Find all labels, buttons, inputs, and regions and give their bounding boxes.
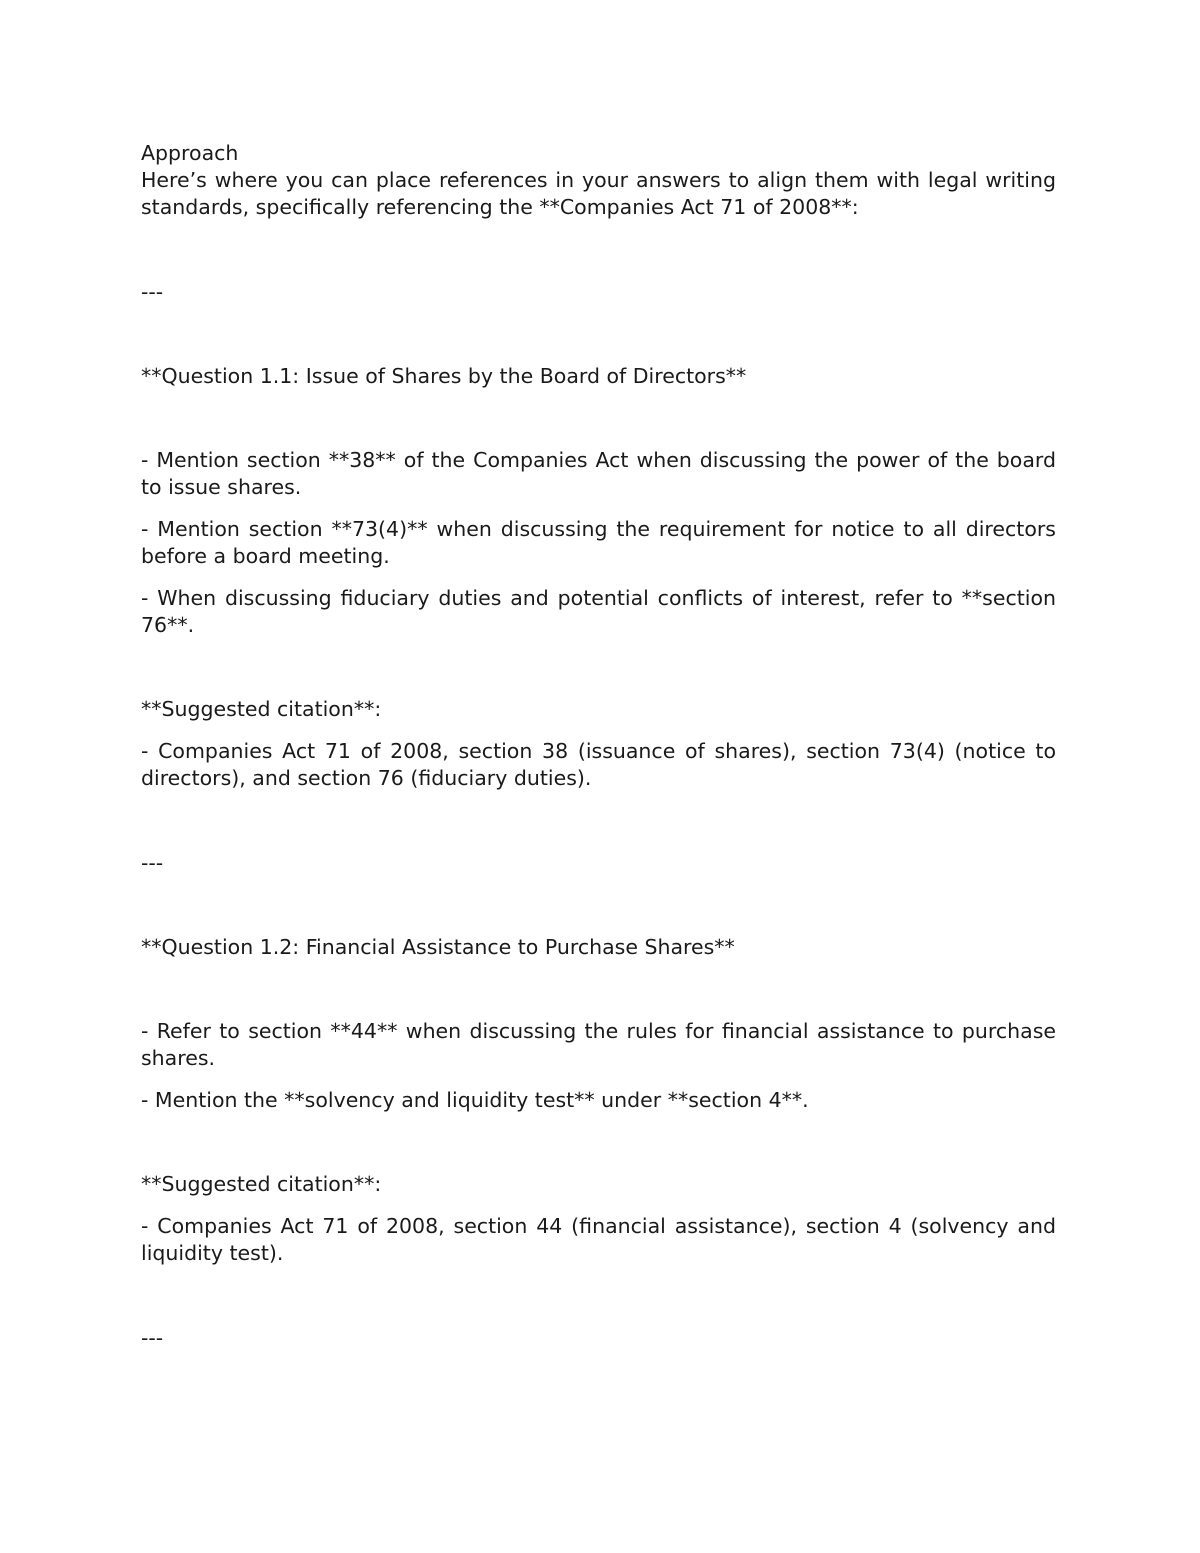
q2-citation-label: **Suggested citation**: xyxy=(141,1172,382,1196)
q1-citation: - Companies Act 71 of 2008, section 38 (issuance of shares), section 73(4) (notice to directors), and section 76 (fiduciary duties). xyxy=(141,739,1056,790)
document-body xyxy=(141,140,1056,1352)
q1-point-3: - When discussing fiduciary duties and potential conflicts of interest, refer to **section 76**. xyxy=(141,586,1056,637)
question-1-1-heading: **Question 1.1: Issue of Shares by the Board of Directors** xyxy=(141,364,747,388)
q1-citation-label: **Suggested citation**: xyxy=(141,697,382,721)
intro-paragraph: Here’s where you can place references in your answers to align them with legal writing standards, specifically referencing the **Companies Act 71 of 2008**: xyxy=(141,168,1056,219)
q1-point-2: - Mention section **73(4)** when discussing the requirement for notice to all directors before a board meeting. xyxy=(141,517,1056,568)
question-1-2-heading: **Question 1.2: Financial Assistance to Purchase Shares** xyxy=(141,935,735,959)
separator: --- xyxy=(141,851,164,875)
q2-point-1: - Refer to section **44** when discussing the rules for financial assistance to purchase shares. xyxy=(141,1019,1056,1070)
separator: --- xyxy=(141,280,164,304)
q2-citation: - Companies Act 71 of 2008, section 44 (financial assistance), section 4 (solvency and liquidity test). xyxy=(141,1214,1056,1265)
separator: --- xyxy=(141,1326,164,1350)
q2-point-2: - Mention the **solvency and liquidity test** under **section 4**. xyxy=(141,1088,809,1112)
document-title: Approach xyxy=(141,141,239,165)
q1-point-1: - Mention section **38** of the Companies Act when discussing the power of the board to issue shares. xyxy=(141,448,1056,499)
